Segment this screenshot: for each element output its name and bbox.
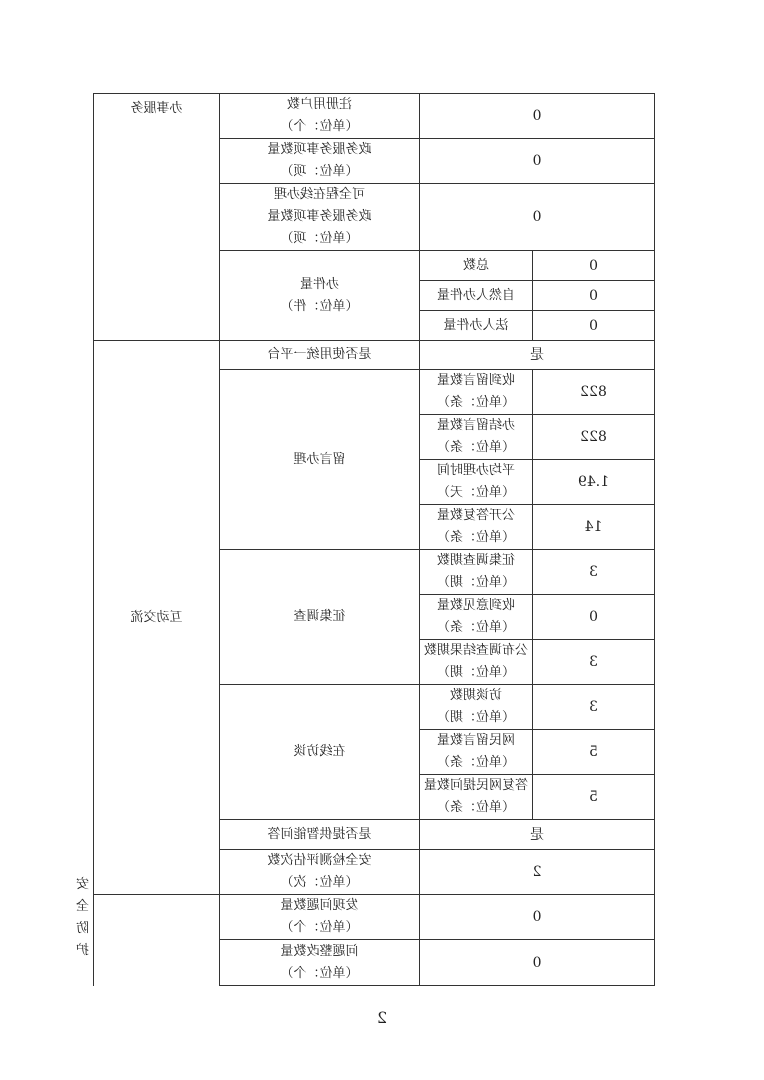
problems-found-label (219, 895, 419, 940)
answered-value: 5 (533, 775, 655, 820)
unit-line: （单位：条） (436, 755, 515, 770)
survey-group: 征集调查 (219, 550, 419, 685)
security-checks-value: 2 (419, 850, 654, 895)
section-service: 办事服务 (93, 94, 219, 341)
handled-legal-label: 法人办件量 (419, 311, 532, 341)
avg-time-label (419, 460, 532, 505)
unit-line: （单位：条） (436, 395, 515, 410)
problems-fixed-label (219, 940, 419, 986)
table-row: 2 安全检测评估次数 （单位：次） 安全防护 (93, 850, 654, 895)
table-row (93, 341, 654, 370)
page-number: 2 (376, 1008, 388, 1027)
interview-issues-label (419, 685, 532, 730)
label-line: 平均办理时间 (436, 463, 515, 478)
handled-natural-label: 自然人办件量 (419, 281, 532, 311)
label-line: 办结留言数量 (436, 418, 515, 433)
label-line: 政务服务事项数量 (267, 142, 372, 157)
label-line: 问题整改数量 (280, 943, 359, 959)
unit-line: （单位：条） (436, 440, 515, 455)
survey-opinions-value: 0 (533, 595, 655, 640)
messages-closed-label (419, 415, 532, 460)
unit-line: （单位：期） (436, 575, 515, 590)
handled-natural-value: 0 (533, 281, 655, 311)
handled-legal-value: 0 (533, 311, 655, 341)
unit-line: （单位：件） (280, 298, 359, 314)
public-replies-label (419, 505, 532, 550)
netizen-messages-value: 5 (533, 730, 655, 775)
messages-received-label (419, 370, 532, 415)
smart-qa-label: 是否提供智能问答 (219, 820, 419, 850)
label-line: 公布调查结果期数 (423, 643, 528, 658)
survey-results-label (419, 640, 532, 685)
label-line: 收到留言数量 (436, 373, 515, 388)
unit-line: （单位：个） (280, 119, 359, 134)
online-items-value: 0 (419, 184, 654, 251)
avg-time-value: 1.49 (533, 460, 655, 505)
label-line: 可全程在线办理 (273, 187, 365, 202)
unit-line: （单位：条） (436, 530, 515, 545)
public-replies-value: 14 (533, 505, 655, 550)
label-line: 访谈期数 (449, 688, 502, 703)
section-interaction: 互动交流 (93, 341, 219, 895)
service-items-label (219, 139, 419, 184)
survey-opinions-label (419, 595, 532, 640)
problems-fixed-value: 0 (419, 940, 654, 986)
unit-line: （单位：项） (280, 231, 359, 246)
unit-line: （单位：条） (436, 800, 515, 815)
unit-line: （单位：次） (280, 875, 359, 890)
registered-users-value: 0 (419, 94, 654, 139)
label-line: 政务服务事项数量 (267, 209, 372, 224)
label-line: 答复网民提问数量 (423, 778, 528, 793)
problems-found-value: 0 (419, 895, 654, 940)
interview-group: 在线访谈 (219, 685, 419, 820)
netizen-messages-label (419, 730, 532, 775)
unit-line: （单位：期） (436, 710, 515, 725)
online-items-label (219, 184, 419, 251)
label-line: 安全检测评估次数 (267, 853, 372, 868)
interview-issues-value: 3 (533, 685, 655, 730)
handled-total-label: 总数 (419, 251, 532, 281)
unified-platform-value: 是 (419, 341, 654, 370)
label-line: 收到意见数量 (436, 598, 515, 613)
unit-line: （单位：条） (436, 620, 515, 635)
security-checks-label (219, 850, 419, 895)
messages-received-value: 822 (533, 370, 655, 415)
label-line: 办件量 (299, 276, 339, 292)
survey-results-value: 3 (533, 640, 655, 685)
handled-total-value: 0 (533, 251, 655, 281)
unit-line: （单位：项） (280, 164, 359, 179)
unit-line: （单位：个） (280, 965, 359, 981)
smart-qa-value: 是 (419, 820, 654, 850)
answered-label (419, 775, 532, 820)
survey-issues-label (419, 550, 532, 595)
unified-platform-label: 是否使用统一平台 (219, 341, 419, 370)
table-row (93, 895, 654, 940)
messages-group: 留言办理 (219, 370, 419, 550)
statistics-table (75, 93, 655, 986)
label-line: 公开答复数量 (436, 508, 515, 523)
messages-closed-value: 822 (533, 415, 655, 460)
registered-users-label (219, 94, 419, 139)
label-line: 网民留言数量 (436, 733, 515, 748)
unit-line: （单位：个） (280, 920, 359, 935)
table-row (93, 94, 654, 139)
survey-issues-value: 3 (533, 550, 655, 595)
label-line: 征集调查期数 (436, 553, 515, 568)
unit-line: （单位：天） (436, 485, 515, 500)
service-items-value: 0 (419, 139, 654, 184)
label-line: 注册用户数 (286, 97, 352, 112)
table-row (93, 940, 654, 986)
handled-label (219, 251, 419, 341)
label-line: 发现问题数量 (280, 898, 359, 913)
unit-line: （单位：期） (436, 665, 515, 680)
